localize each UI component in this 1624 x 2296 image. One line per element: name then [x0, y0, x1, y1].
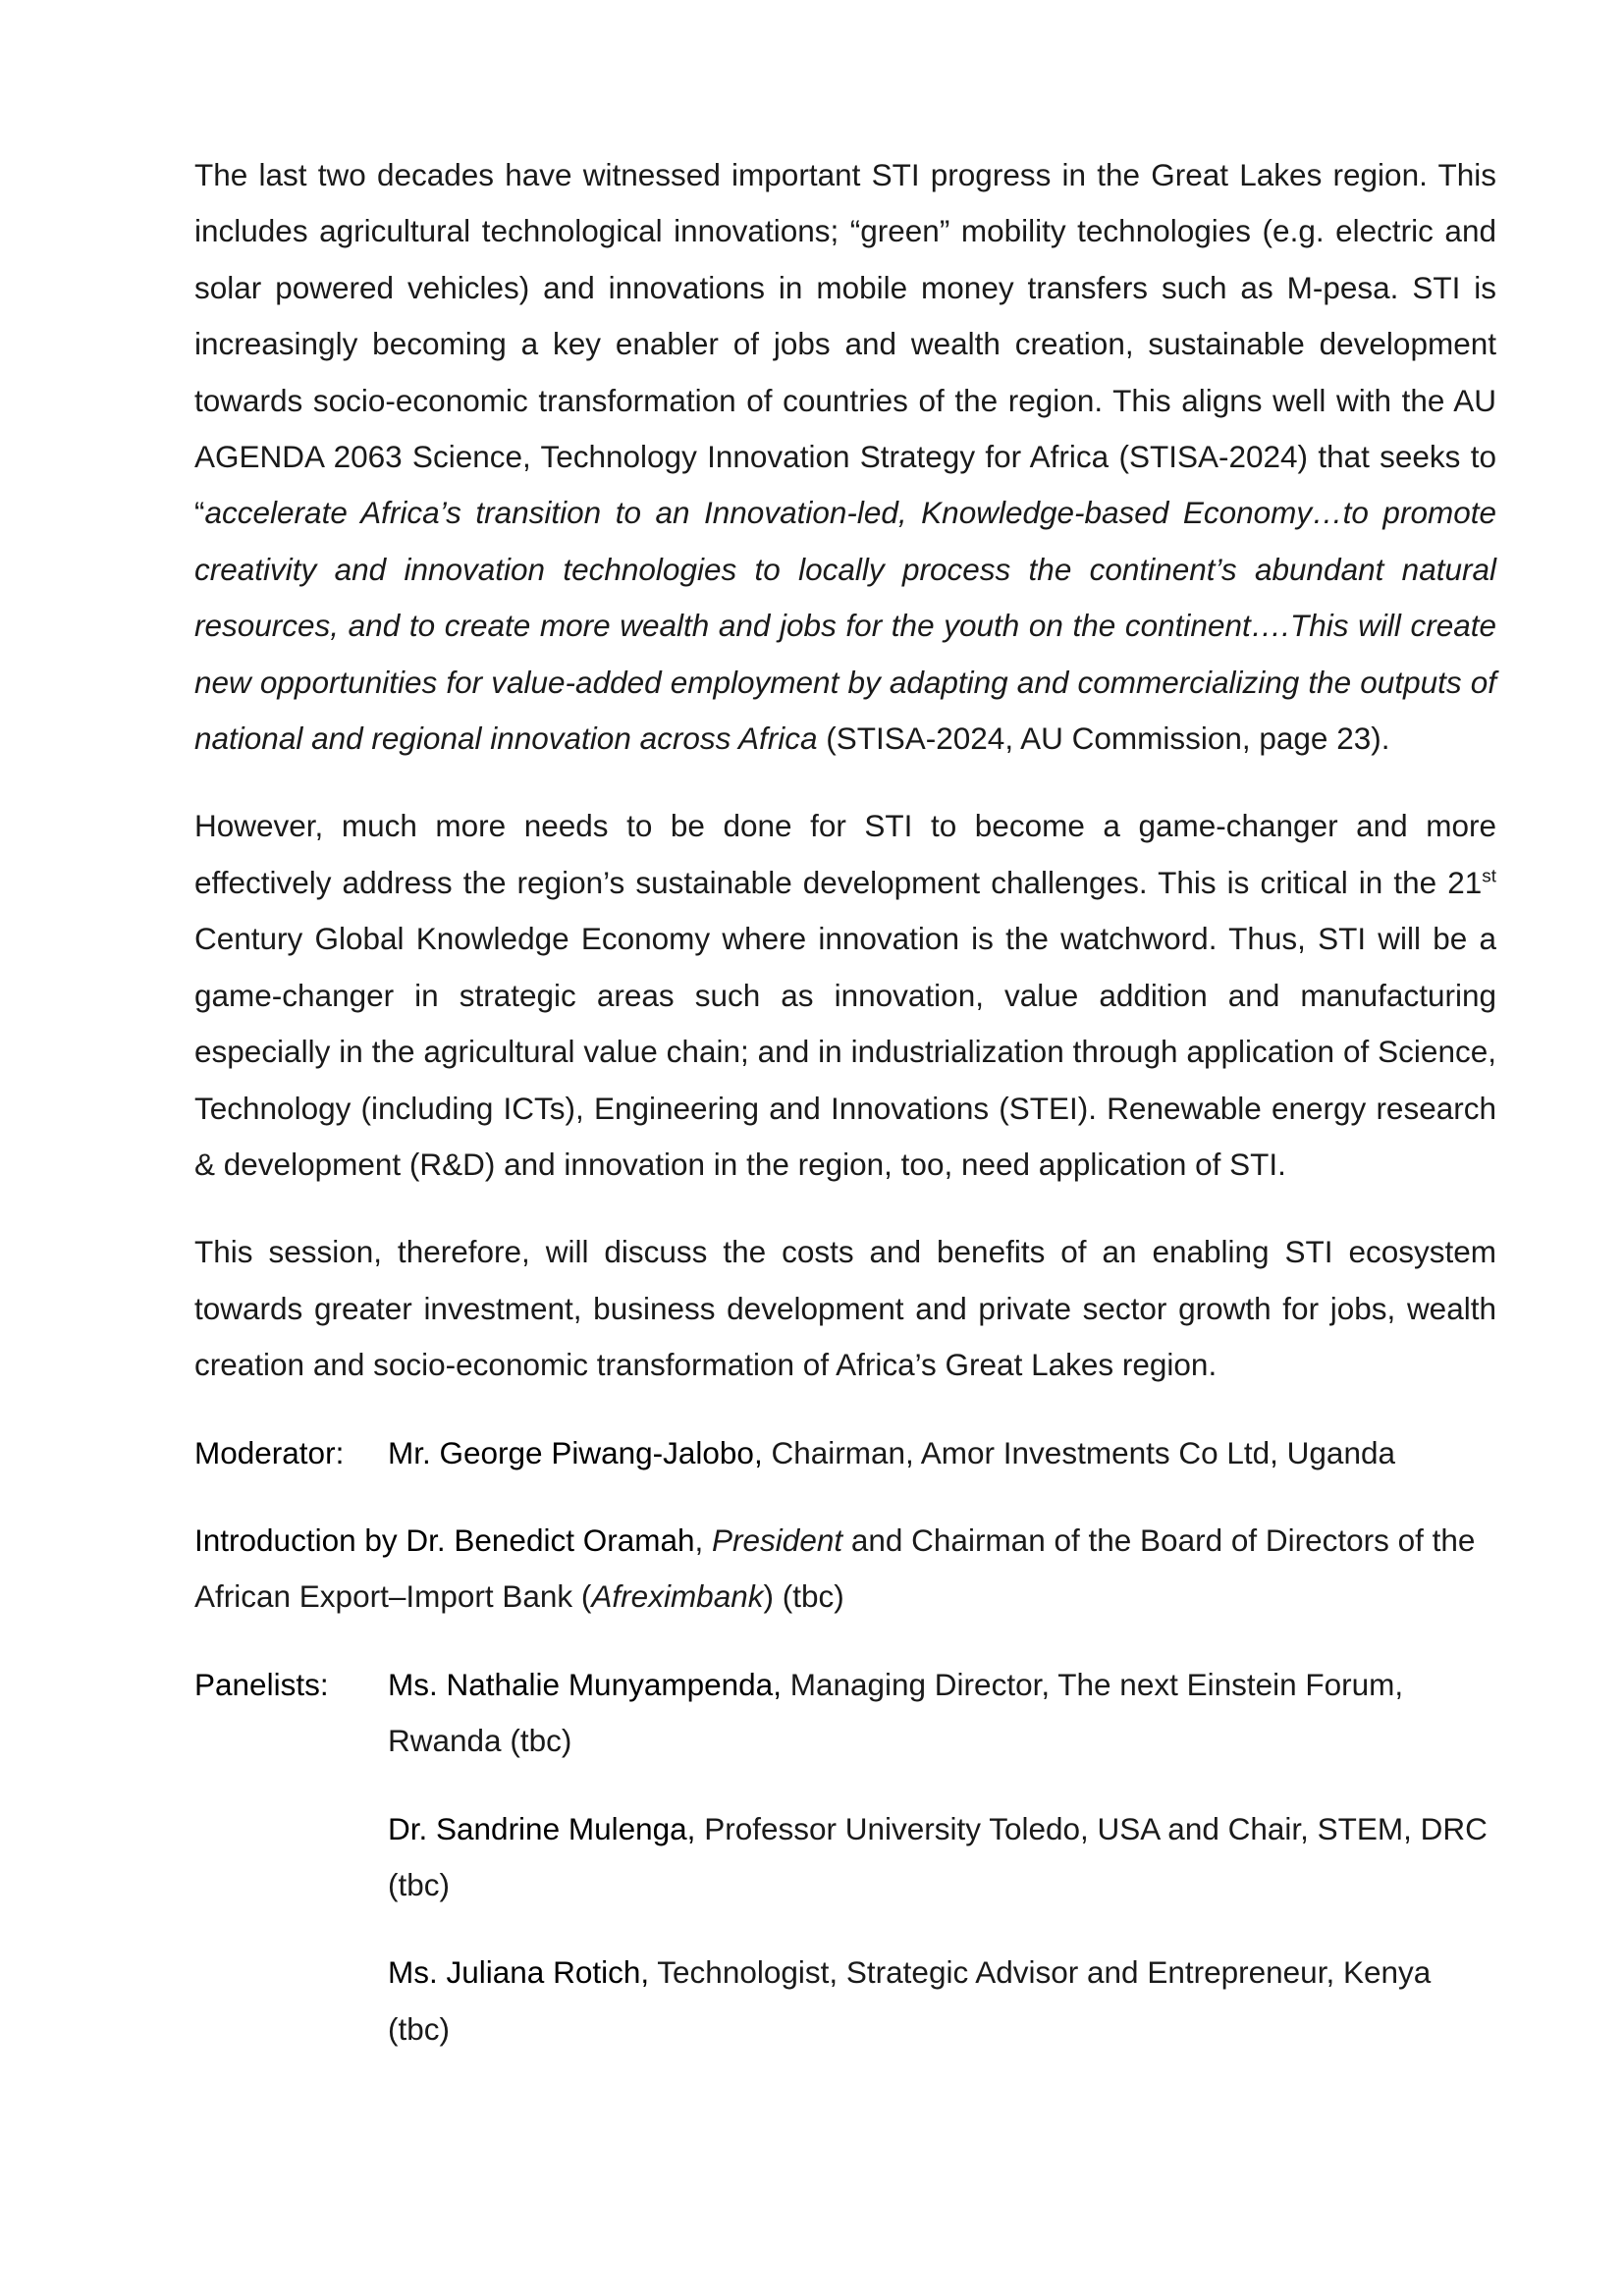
moderator-content	[388, 1425, 1496, 1481]
paragraph-game-changer-part1: However, much more needs to be done for STI to become a game-changer and more effectively address the region’s sustainable development challenges. This is critical in the 21	[194, 808, 1496, 900]
panelist-entry	[388, 1945, 1496, 2057]
panelist-name: Ms. Nathalie Munyampenda,	[388, 1666, 782, 1702]
introduction-role: President	[712, 1522, 843, 1558]
moderator-line	[194, 1425, 1496, 1481]
panelist-detail: Professor University Toledo, USA and Chair, STEM, DRC (tbc)	[388, 1810, 1488, 1902]
paragraph-game-changer	[194, 798, 1496, 1193]
paragraph-game-changer-part2: Century Global Knowledge Economy where innovation is the watchword. Thus, STI will be a game-changer in strategic areas such as innovation, value addition and manufacturing especially in the agricultural value chain; and in industrialization through application of Science, Technology (including ICTs), Engineering and Innovations (STEI). Renewable energy research & development (R&D) and innovation in the region, too, need application of STI.	[194, 921, 1496, 1182]
panelist-name: Dr. Sandrine Mulenga,	[388, 1810, 696, 1846]
introduction-mid: and Chairman of the Board of Directors of the African Export–Import Bank (	[194, 1522, 1476, 1615]
introduction-lead: Introduction by Dr. Benedict Oramah	[194, 1522, 695, 1558]
panelist-entry	[388, 1801, 1496, 1914]
introduction-tail: ) (tbc)	[763, 1578, 844, 1615]
stisa-citation: (STISA-2024, AU Commission, page 23).	[817, 721, 1390, 757]
stisa-quote: accelerate Africa’s transition to an Innovation-led, Knowledge-based Economy…to promote creativity and innovation technologies to locally process the continent’s abundant natural resources, and to create more wealth and jobs for the youth on the continent….This will create new opportunities for value-added employment by adapting and commercializing the outputs of national and regional innovation across Africa	[194, 495, 1496, 757]
paragraph-intro-text: The last two decades have witnessed important STI progress in the Great Lakes region. This includes agricultural technological innovations; “green” mobility technologies (e.g. electric and solar powered vehicles) and innovations in mobile money transfers such as M-pesa. STI is increasingly becoming a key enabler of jobs and wealth creation, sustainable development towards socio-economic transformation of countries of the region. This aligns well with the AU AGENDA 2063 Science, Technology Innovation Strategy for Africa (STISA-2024) that seeks to “	[194, 157, 1496, 531]
moderator-label: Moderator:	[194, 1434, 345, 1470]
panelist-detail: Managing Director, The next Einstein Forum, Rwanda (tbc)	[388, 1666, 1404, 1759]
introduction-line	[194, 1513, 1496, 1626]
introduction-sep: ,	[694, 1522, 713, 1558]
paragraph-sti-progress	[194, 147, 1496, 767]
panelists-list	[388, 1657, 1496, 2089]
moderator-name: Mr. George Piwang-Jalobo,	[388, 1434, 763, 1470]
paragraph-session-purpose: This session, therefore, will discuss the costs and benefits of an enabling STI ecosystem towards greater investment, business development and private sector growth for jobs, wealth creation and socio-economic transformation of Africa’s Great Lakes region.	[194, 1234, 1496, 1383]
ordinal-superscript: st	[1482, 866, 1496, 887]
panelist-name: Ms. Juliana Rotich,	[388, 1954, 650, 1991]
panelist-detail: Technologist, Strategic Advisor and Entrepreneur, Kenya (tbc)	[388, 1954, 1432, 2047]
panelist-entry	[388, 1657, 1496, 1770]
introduction-bank: Afreximbank	[591, 1578, 764, 1615]
document-page	[194, 147, 1496, 2120]
panelists-label: Panelists:	[194, 1666, 329, 1702]
panelists-section	[194, 1657, 1496, 2089]
moderator-detail: Chairman, Amor Investments Co Ltd, Uganda	[762, 1434, 1396, 1470]
